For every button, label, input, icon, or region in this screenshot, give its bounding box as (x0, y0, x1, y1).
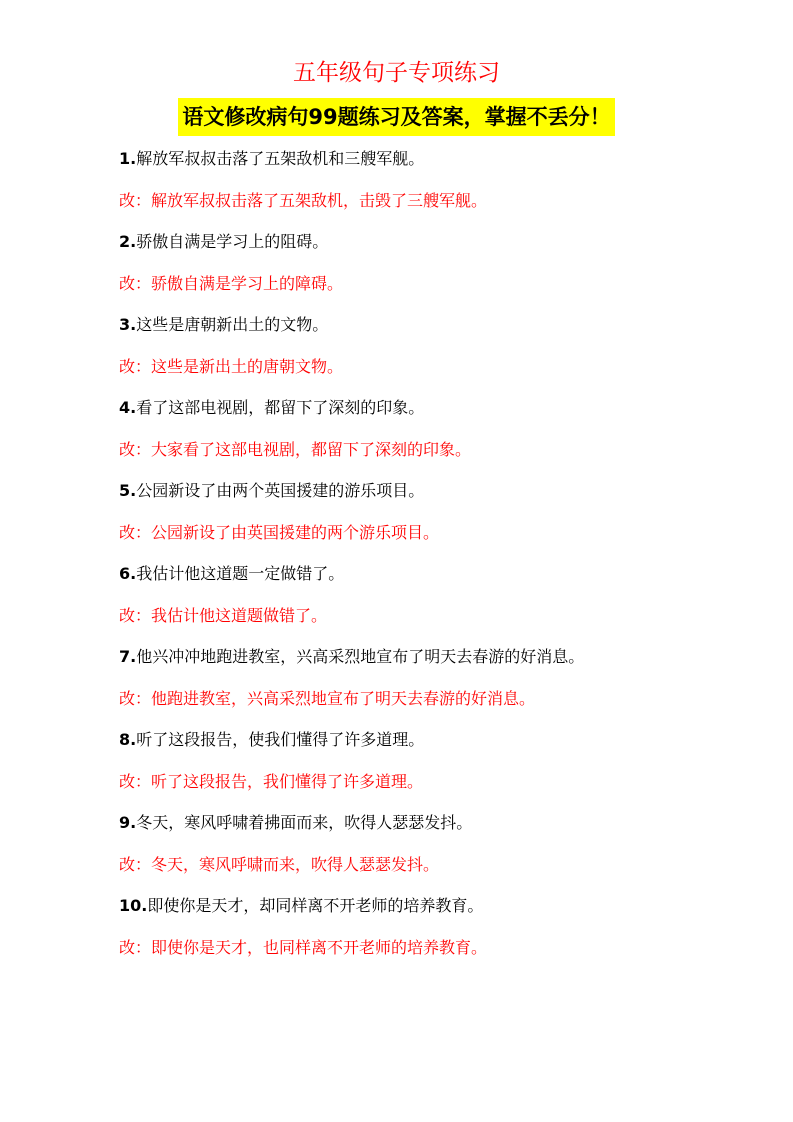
item-number: 6. (119, 564, 137, 583)
item-number: 2. (119, 232, 137, 251)
exercise-item-7 (119, 644, 769, 686)
exercise-item-6 (119, 561, 769, 603)
exercise-item-5 (119, 478, 769, 520)
corrected-sentence: 公园新设了由英国援建的两个游乐项目。 (151, 522, 440, 542)
exercise-item-2 (119, 229, 769, 271)
item-number: 8. (119, 730, 137, 749)
original-sentence: 即使你是天才，却同样离不开老师的培养教育。 (147, 896, 484, 915)
correction-prefix: 改： (119, 356, 152, 376)
item-number: 3. (119, 315, 137, 334)
original-sentence: 公园新设了由两个英国援建的游乐项目。 (136, 481, 425, 500)
corrected-sentence: 即使你是天才，也同样离不开老师的培养教育。 (151, 937, 488, 957)
correction-item-5 (119, 520, 769, 562)
corrected-sentence: 骄傲自满是学习上的障碍。 (151, 273, 344, 293)
correction-item-7 (119, 686, 769, 728)
item-number: 1. (119, 149, 137, 168)
original-sentence: 解放军叔叔击落了五架敌机和三艘军舰。 (136, 149, 425, 168)
item-number: 5. (119, 481, 137, 500)
exercise-item-4 (119, 395, 769, 437)
item-number: 7. (119, 647, 137, 666)
corrected-sentence: 这些是新出土的唐朝文物。 (151, 356, 344, 376)
correction-item-9 (119, 852, 769, 894)
original-sentence: 冬天，寒风呼啸着拂面而来，吹得人瑟瑟发抖。 (136, 813, 473, 832)
corrected-sentence: 他跑进教室，兴高采烈地宣布了明天去春游的好消息。 (151, 688, 536, 708)
exercise-item-1 (119, 146, 769, 188)
corrected-sentence: 我估计他这道题做错了。 (151, 605, 328, 625)
original-sentence: 他兴冲冲地跑进教室，兴高采烈地宣布了明天去春游的好消息。 (136, 647, 585, 666)
exercise-item-9 (119, 810, 769, 852)
highlight-banner: 语文修改病句99题练习及答案，掌握不丢分！ (178, 98, 614, 136)
correction-prefix: 改： (119, 854, 152, 874)
correction-prefix: 改： (119, 688, 152, 708)
item-number: 9. (119, 813, 137, 832)
correction-prefix: 改： (119, 771, 152, 791)
correction-prefix: 改： (119, 937, 152, 957)
correction-item-1 (119, 188, 769, 230)
correction-item-6 (119, 603, 769, 645)
exercise-item-3 (119, 312, 769, 354)
correction-prefix: 改： (119, 439, 152, 459)
correction-item-4 (119, 437, 769, 479)
correction-prefix: 改： (119, 522, 152, 542)
exercise-list (119, 146, 769, 976)
correction-prefix: 改： (119, 190, 152, 210)
item-number: 4. (119, 398, 137, 417)
original-sentence: 这些是唐朝新出土的文物。 (136, 315, 329, 334)
exercise-item-8 (119, 727, 769, 769)
original-sentence: 我估计他这道题一定做错了。 (136, 564, 345, 583)
corrected-sentence: 冬天，寒风呼啸而来，吹得人瑟瑟发抖。 (151, 854, 440, 874)
correction-item-2 (119, 271, 769, 313)
exercise-item-10 (119, 893, 769, 935)
correction-item-3 (119, 354, 769, 396)
correction-prefix: 改： (119, 273, 152, 293)
corrected-sentence: 听了这段报告，我们懂得了许多道理。 (151, 771, 424, 791)
page-title: 五年级句子专项练习 (293, 60, 500, 86)
original-sentence: 听了这段报告，使我们懂得了许多道理。 (136, 730, 425, 749)
corrected-sentence: 大家看了这部电视剧，都留下了深刻的印象。 (151, 439, 472, 459)
corrected-sentence: 解放军叔叔击落了五架敌机，击毁了三艘军舰。 (151, 190, 488, 210)
banner-wrapper (0, 98, 793, 136)
correction-item-10 (119, 935, 769, 977)
original-sentence: 骄傲自满是学习上的阻碍。 (136, 232, 329, 251)
correction-prefix: 改： (119, 605, 152, 625)
item-number: 10. (119, 896, 148, 915)
correction-item-8 (119, 769, 769, 811)
original-sentence: 看了这部电视剧，都留下了深刻的印象。 (136, 398, 425, 417)
